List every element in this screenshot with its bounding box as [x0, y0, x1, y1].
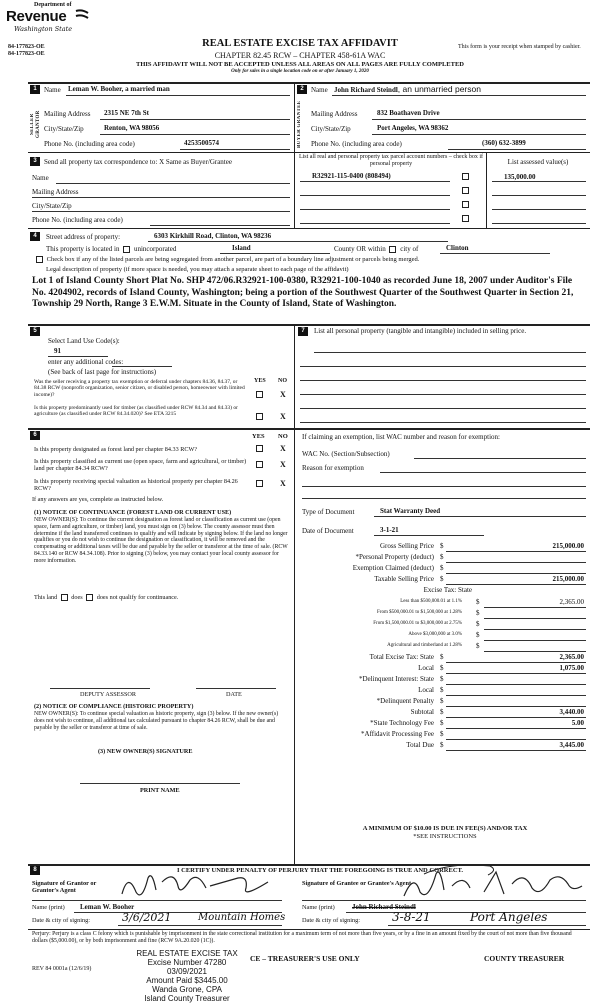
- buyer-name-extra: , an unmarried person: [397, 84, 481, 94]
- street-label: Street address of property:: [46, 233, 121, 241]
- grantee-date-city-label: Date & city of signing:: [302, 917, 361, 924]
- s6-q1-no-answer[interactable]: X: [280, 444, 286, 453]
- continuance-title: (1) NOTICE OF CONTINUANCE (FOREST LAND OR CURRENT USE): [34, 509, 232, 516]
- section-3-number: 3: [30, 157, 40, 166]
- tax-total-label: *Delinquent Penalty: [376, 697, 434, 705]
- s5-yes-header: YES: [254, 378, 266, 384]
- unincorporated-label: unincorporated: [133, 245, 177, 253]
- tax-total-label: *State Technology Fee: [370, 719, 434, 727]
- corr-name-label: Name: [32, 174, 49, 182]
- tax-row-dollar: $: [440, 564, 444, 572]
- see-back-note: (See back of last page for instructions): [48, 368, 157, 376]
- tax-row-label: Exemption Claimed (deduct): [352, 564, 434, 572]
- section-1-number: 1: [30, 85, 40, 94]
- section-8-number: 8: [30, 866, 40, 875]
- s5-q1-no-answer[interactable]: X: [280, 390, 286, 399]
- s6-q3: Is this property receiving special valuation as historical property per chapter 84.26 RCW?: [34, 478, 238, 493]
- segregated-note: Check box if any of the listed parcels are being segregated from another parcel, are part of a boundary line adjustment or parcels being merged.: [46, 256, 420, 263]
- grantor-sig-label: Signature of Grantor or Grantor's Agent: [32, 880, 97, 895]
- continuance-text: NEW OWNER(S): To continue the current designation as forest land or classification as current use (open space, farm and agriculture, or timber) land, you must sign on (3) below. The county assessor must then determine if the land transferred continues to qualify and will indicate by signing below. If the land no longer qualifies or you do not wish to continue the designation or classification, it will be removed and the compensating or additional taxes will be due and payable by the seller or transferor at the time of sale. (RCW 84.33.140 or RCW 84.34.108). Prior to signing (3) below, you may contact your local county assessor for more information.: [34, 517, 288, 564]
- tax-total-label: *Affidavit Processing Fee: [361, 730, 434, 738]
- buyer-mailing-label: Mailing Address: [311, 110, 358, 118]
- reason-label: Reason for exemption: [302, 464, 364, 472]
- tax-bracket-label: From $500,000.01 to $1,500,000 at 1.28%: [377, 610, 462, 615]
- parcel-personal-checkbox-2[interactable]: [462, 187, 469, 194]
- seller-phone-label: Phone No. (including area code): [44, 140, 135, 148]
- section-5-number: 5: [30, 327, 40, 336]
- county-row: [334, 245, 418, 253]
- does-not-checkbox[interactable]: [86, 594, 93, 601]
- assessed-label: List assessed value(s): [507, 158, 569, 166]
- revenue-logo-icon: [74, 9, 90, 23]
- exemption-label: If claiming an exemption, list WAC number and reason for exemption:: [302, 433, 500, 441]
- s5-q2-no-answer[interactable]: X: [280, 412, 286, 421]
- s6-no-header: NO: [278, 433, 288, 440]
- tax-row-dollar: $: [440, 553, 444, 561]
- tax-row-dollar: $: [440, 542, 444, 550]
- grantor-signature-icon: [118, 868, 278, 902]
- land-use-code[interactable]: 91: [54, 347, 61, 355]
- agency-name: Revenue: [6, 8, 67, 25]
- stamp-line-4: Amount Paid $3445.00: [146, 975, 228, 985]
- grantee-date[interactable]: 3-8-21: [392, 910, 431, 924]
- deputy-assessor-label: DEPUTY ASSESSOR: [80, 691, 136, 698]
- s6-q2: Is this property classified as current use (open space, farm and agricultural, or timber) land per chapter 84.34 RCW?: [34, 458, 247, 473]
- s6-if-yes: If any answers are yes, complete as instructed below.: [32, 496, 164, 503]
- seller-mailing[interactable]: 2315 NE 7th St: [104, 109, 149, 117]
- tax-total-dollar: $: [440, 719, 444, 727]
- tax-bracket-label: From $1,500,000.01 to $3,000,000 at 2.75%: [373, 621, 462, 626]
- tax-total-dollar: $: [440, 697, 444, 705]
- grantee-signature-icon: [400, 866, 586, 904]
- tax-bracket-label: Less than $500,000.01 at 1.1%: [400, 599, 462, 604]
- form-subtitle: CHAPTER 82.45 RCW – CHAPTER 458-61A WAC: [214, 51, 386, 60]
- tax-bracket-dollar: $: [476, 620, 480, 628]
- tax-row-label: Gross Selling Price: [379, 542, 434, 550]
- county-label: County OR within: [334, 245, 386, 253]
- tax-total-dollar: $: [440, 675, 444, 683]
- agency-logo: [6, 2, 126, 42]
- s6-q1-yes-checkbox[interactable]: [256, 445, 263, 452]
- county-treasurer: COUNTY TREASURER: [484, 954, 565, 963]
- legal-description: Lot 1 of Island County Short Plat No. SHP 472/06.R32921-100-0380, R32921-100-1040 as recorded June 18, 2007 under Auditor's File No. 4204902, records of Island County, Washington; being a portion of the Southwest Quarter of the Southwest Quarter in Section 21, Township 29 North, Range 3 E.W.M. Situate in the County of Island, State of Washington.: [32, 276, 574, 310]
- agency-state: Washington State: [14, 25, 73, 33]
- tax-row-label: *Personal Property (deduct): [355, 553, 434, 561]
- historic-text: NEW OWNER(S): To continue special valuation as historic property, sign (3) below. If the new owner(s) does not wish to continue, all additional tax calculated pursuant to chapter 84.26 RCW, shall be due and payable by the seller or transferor at time of sale.: [34, 711, 279, 731]
- city-of-checkbox[interactable]: [389, 246, 396, 253]
- tax-total-value[interactable]: 2,365.00: [559, 653, 584, 661]
- grantor-city[interactable]: Mountain Homes: [198, 912, 286, 923]
- corr-phone-label: Phone No. (including area code): [32, 216, 123, 224]
- doc-type[interactable]: Stat Warranty Deed: [380, 507, 441, 515]
- tax-total-value[interactable]: 3,440.00: [559, 708, 584, 716]
- seller-phone[interactable]: 4253500574: [184, 139, 219, 147]
- city-of-label: city of: [400, 245, 419, 253]
- grantee-name-print-label: Name (print): [302, 904, 335, 911]
- segregated-checkbox[interactable]: [36, 256, 43, 263]
- assessed-value[interactable]: 135,000.00: [504, 173, 536, 181]
- tax-bracket-dollar: $: [476, 609, 480, 617]
- grantee-city[interactable]: Port Angeles: [470, 910, 548, 924]
- tax-total-dollar: $: [440, 664, 444, 672]
- legal-label: Legal description of property (if more space is needed, you may attach a separate sheet to each page of the affidavit): [46, 266, 349, 273]
- buyer-city-label: City/State/Zip: [311, 125, 351, 133]
- certify-statement: I CERTIFY UNDER PENALTY OF PERJURY THAT THE FOREGOING IS TRUE AND CORRECT.: [176, 867, 463, 874]
- corr-city-label: City/State/Zip: [32, 202, 72, 210]
- buyer-name[interactable]: John Richard Steindl: [334, 86, 398, 94]
- buyer-side-label: BUYER GRANTEE: [297, 100, 302, 148]
- grantor-name-print-label: Name (print): [32, 904, 65, 911]
- tax-total-label: Local: [418, 686, 434, 694]
- tax-total-dollar: $: [440, 730, 444, 738]
- seller-city[interactable]: Renton, WA 98056: [104, 124, 160, 132]
- wac-label: WAC No. (Section/Subsection): [302, 450, 390, 458]
- buyer-mailing[interactable]: 832 Boathaven Drive: [377, 109, 440, 117]
- stamp-line-5: Wanda Grone, CPA: [152, 984, 222, 994]
- doc-date-label: Date of Document: [302, 527, 354, 535]
- parcel-personal-checkbox-3[interactable]: [462, 201, 469, 208]
- property-city[interactable]: Clinton: [446, 244, 469, 252]
- segregated-row: [34, 256, 590, 263]
- seller-city-label: City/State/Zip: [44, 125, 84, 133]
- doc-type-label: Type of Document: [302, 508, 355, 516]
- property-county[interactable]: Island: [232, 244, 251, 252]
- rev-number: REV 84 0001a (12/6/19): [32, 966, 92, 972]
- s5-no-header: NO: [278, 378, 287, 384]
- tax-total-label: *Delinquent Interest: State: [358, 675, 434, 683]
- located-row: [46, 245, 176, 253]
- tax-total-dollar: $: [440, 741, 444, 749]
- buyer-phone[interactable]: (360) 632-3899: [482, 139, 526, 147]
- s6-q1: Is this property designated as forest land per chapter 84.33 RCW?: [34, 446, 198, 453]
- parcel-number[interactable]: R32921-115-0400 (808494): [312, 172, 391, 180]
- section-4-number: 4: [30, 232, 40, 241]
- deputy-date-label: DATE: [226, 691, 242, 698]
- tax-bracket-label: Above $3,000,000 at 3.0%: [408, 632, 462, 637]
- grantee-sig-label: Signature of Grantee or Grantee's Agent: [302, 880, 412, 887]
- parcel-personal-checkbox-1[interactable]: [462, 173, 469, 180]
- tax-bracket-dollar: $: [476, 631, 480, 639]
- tax-total-label: Total Due: [406, 741, 434, 749]
- seller-mailing-label: Mailing Address: [44, 110, 91, 118]
- s5-q1-yes-checkbox[interactable]: [256, 391, 263, 398]
- form-warning: THIS AFFIDAVIT WILL NOT BE ACCEPTED UNLESS ALL AREAS ON ALL PAGES ARE FULLY COMPLETED: [136, 61, 464, 68]
- tax-row-value[interactable]: 215,000.00: [552, 575, 584, 583]
- this-land-label: This land: [34, 594, 58, 601]
- section-6-number: 6: [30, 431, 40, 440]
- grantee-print-name[interactable]: John Richard Steindl: [352, 903, 416, 911]
- see-instructions-note: *SEE INSTRUCTIONS: [413, 833, 477, 840]
- tax-bracket-dollar: $: [476, 642, 480, 650]
- tax-total-label: Local: [418, 664, 434, 672]
- excise-state-label: Excise Tax: State: [423, 586, 472, 594]
- grantor-print-name[interactable]: Leman W. Booher: [80, 903, 135, 911]
- correspondence-header: Send all property tax correspondence to: X Same as Buyer/Grantee: [44, 158, 232, 166]
- tax-row-dollar: $: [440, 575, 444, 583]
- s5-q2-yes-checkbox[interactable]: [256, 413, 263, 420]
- buyer-city[interactable]: Port Angeles, WA 98362: [377, 124, 449, 132]
- s6-q2-yes-checkbox[interactable]: [256, 461, 263, 468]
- treasurer-use-only: CE – TREASURER'S USE ONLY: [250, 954, 360, 963]
- tax-total-label: Subtotal: [410, 708, 434, 716]
- s6-q3-no-answer[interactable]: X: [280, 479, 286, 488]
- stamp-line-3: 03/09/2021: [166, 966, 208, 976]
- does-checkbox[interactable]: [61, 594, 68, 601]
- tax-total-dollar: $: [440, 686, 444, 694]
- this-land-row: [34, 594, 178, 601]
- seller-side-label: SELLER GRANTOR: [30, 110, 41, 138]
- buyer-name-row: [334, 85, 481, 95]
- treasurer-stamp: [128, 950, 246, 1004]
- form-id-1: 84-177823-OE: [8, 44, 45, 50]
- s6-q2-no-answer[interactable]: X: [280, 460, 286, 469]
- buyer-name-label: Name: [311, 86, 328, 94]
- section-7-number: 7: [298, 327, 308, 336]
- minimum-note: A MINIMUM OF $10.00 IS DUE IN FEE(S) AND/OR TAX: [362, 825, 528, 832]
- tax-row-label: Taxable Selling Price: [374, 575, 434, 583]
- s6-q3-yes-checkbox[interactable]: [256, 480, 263, 487]
- form-only-for: Only for sales in a single location code on or after January 1, 2020: [231, 69, 369, 74]
- grantor-date-city-label: Date & city of signing:: [32, 917, 91, 924]
- receipt-note: This form is your receipt when stamped by cashier.: [458, 44, 581, 50]
- parcel-list-label: List all real and personal property tax parcel account numbers – check box if personal property: [298, 154, 484, 167]
- tax-total-value[interactable]: 3,445.00: [559, 741, 584, 749]
- land-use-label: Select Land Use Code(s):: [48, 337, 120, 345]
- tax-total-value[interactable]: 5.00: [571, 719, 584, 727]
- agency-dept: Department of: [34, 2, 72, 8]
- doc-date[interactable]: 3-1-21: [380, 526, 399, 534]
- new-owner-sig-label: (3) NEW OWNER(S) SIGNATURE: [98, 748, 193, 755]
- tax-total-dollar: $: [440, 708, 444, 716]
- property-street[interactable]: 6303 Kirkhill Road, Clinton, WA 98236: [154, 232, 272, 240]
- tax-total-dollar: $: [440, 653, 444, 661]
- unincorporated-checkbox[interactable]: [123, 246, 130, 253]
- stamp-line-1: REAL ESTATE EXCISE TAX: [136, 949, 238, 958]
- section-2-number: 2: [297, 85, 307, 94]
- tax-bracket-value[interactable]: 2,365.00: [559, 598, 584, 606]
- additional-codes-label: enter any additional codes:: [48, 358, 124, 366]
- buyer-phone-label: Phone No. (including area code): [311, 140, 402, 148]
- does-not-label: does not qualify for continuance.: [96, 594, 179, 601]
- does-label: does: [71, 594, 83, 601]
- seller-name-label: Name: [44, 86, 61, 94]
- form-title: REAL ESTATE EXCISE TAX AFFIDAVIT: [202, 38, 398, 49]
- s5-q1: Was the seller receiving a property tax exemption or deferral under chapters 84.36, 84.37, or 84.38 RCW (nonprofit organization, senior citizen, or disabled person, homeowner with limited income)?: [34, 379, 245, 398]
- tax-total-value[interactable]: 1,075.00: [559, 664, 584, 672]
- located-label: This property is located in: [46, 245, 120, 253]
- perjury-note: Perjury: Perjury is a class C felony which is punishable by imprisonment in the state correctional institution for a maximum term of not more than five years, or by a fine in an amount fixed by the court of not more than five thousand dollars ($5,000.00), or by both imprisonment and fine (RCW 9A.20.020 (1C)).: [32, 931, 572, 944]
- seller-name[interactable]: Leman W. Booher, a married man: [68, 85, 170, 93]
- parcel-personal-checkbox-4[interactable]: [462, 215, 469, 222]
- historic-title: (2) NOTICE OF COMPLIANCE (HISTORIC PROPERTY): [34, 703, 194, 710]
- s5-q2: Is this property predominantly used for timber (as classified under RCW 84.34 and 84.33) or agriculture (as classified under RCW 84.34.020)? See ETA 3215: [34, 405, 238, 418]
- tax-row-value[interactable]: 215,000.00: [552, 542, 584, 550]
- tax-bracket-label: Agricultural and timberland at 1.28%: [387, 643, 462, 648]
- form-id-2: 84-177823-OE: [8, 51, 45, 57]
- tax-total-label: Total Excise Tax: State: [369, 653, 434, 661]
- print-name-label: PRINT NAME: [140, 787, 180, 794]
- stamp-line-2: Excise Number 47280: [147, 957, 227, 967]
- personal-property-label: List all personal property (tangible and intangible) included in selling price.: [314, 327, 527, 335]
- corr-mailing-label: Mailing Address: [32, 188, 79, 196]
- s6-yes-header: YES: [252, 433, 265, 440]
- tax-bracket-dollar: $: [476, 598, 480, 606]
- grantor-date[interactable]: 3/6/2021: [122, 911, 172, 924]
- stamp-line-6: Island County Treasurer: [144, 993, 230, 1003]
